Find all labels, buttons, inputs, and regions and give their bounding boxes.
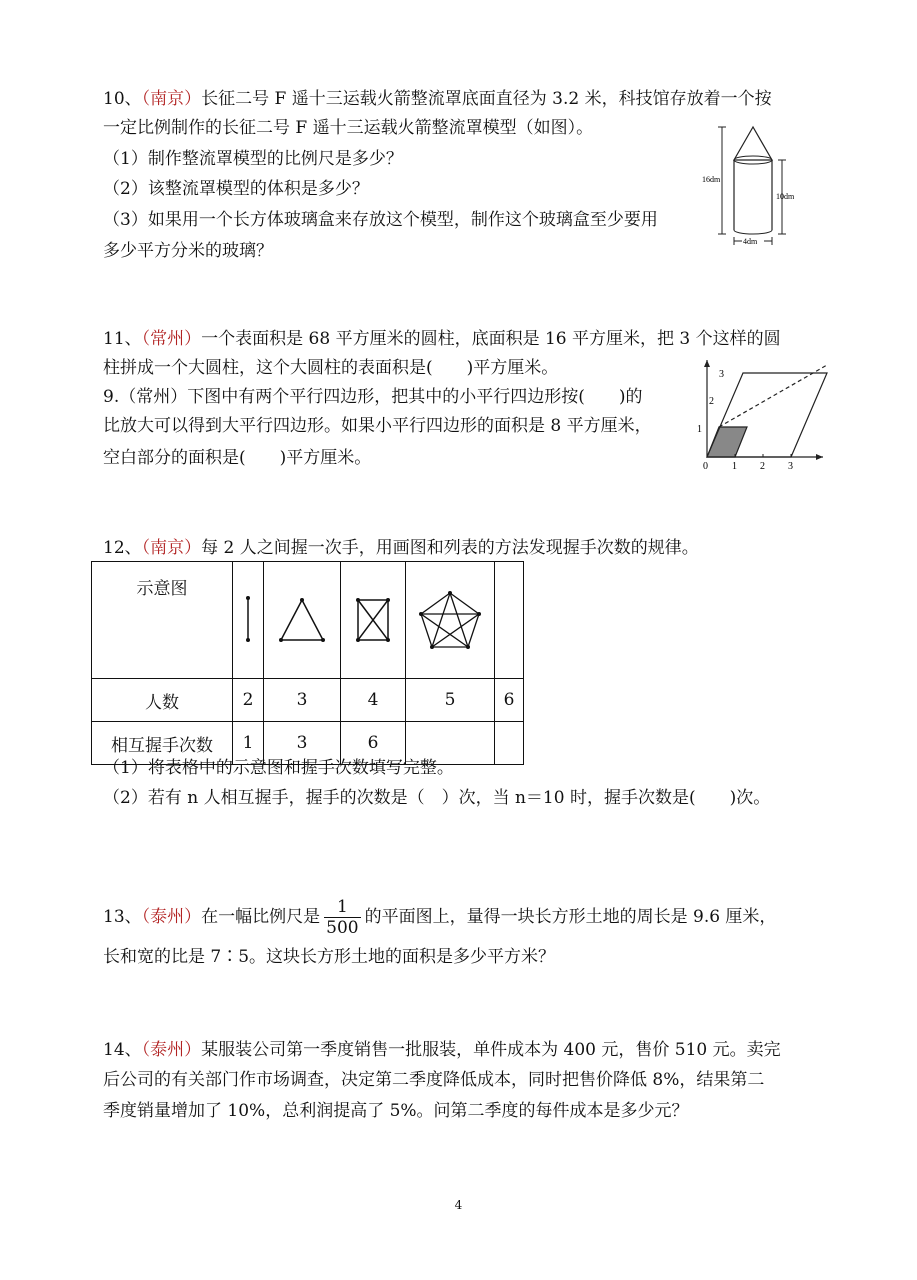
q10-part-3-cont: 多少平方分米的玻璃？ — [103, 241, 273, 261]
q13-fraction-denominator: 500 — [326, 918, 359, 938]
page-number: 4 — [454, 1198, 463, 1212]
q10-line-2: 一定比例制作的长征二号 F 遥十三运载火箭整流罩模型（如图）。 — [103, 118, 594, 138]
q12-line-1 — [103, 537, 699, 559]
q13-source: （泰州） — [141, 907, 202, 927]
people-row — [92, 679, 524, 722]
q9-ytick-1: 1 — [697, 424, 702, 435]
people-cell: 3 — [264, 679, 341, 722]
q13-fraction-numerator: 1 — [324, 897, 360, 918]
people-cell: 4 — [341, 679, 406, 722]
diagram-2-people — [233, 562, 264, 679]
q14-source: （泰州） — [141, 1040, 202, 1060]
handshake-table — [91, 561, 524, 765]
q13-line-1 — [103, 897, 776, 938]
q9-line-3: 空白部分的面积是( )平方厘米。 — [103, 448, 372, 468]
q10-text-1: 长征二号 F 遥十三运载火箭整流罩底面直径为 3.2 米，科技馆存放着一个按 — [201, 89, 772, 109]
people-cell: 5 — [406, 679, 495, 722]
people-cell: 6 — [495, 679, 524, 722]
diagram-5-people — [406, 562, 495, 679]
q11-line-1 — [103, 328, 781, 350]
q14-number: 14、 — [103, 1040, 142, 1060]
handshake-cell: 3 — [264, 722, 341, 765]
q10-number: 10、 — [103, 89, 142, 109]
q13-text-pre: 在一幅比例尺是 — [201, 907, 321, 927]
handshake-row-label: 相互握手次数 — [92, 722, 233, 765]
diagram-3-people — [264, 562, 341, 679]
q9-ytick-2: 2 — [709, 396, 714, 407]
q11-number: 11、 — [103, 329, 142, 349]
q9-line-2: 比放大可以得到大平行四边形。如果小平行四边形的面积是 8 平方厘米， — [103, 416, 652, 436]
q10-part-2: （2）该整流罩模型的体积是多少？ — [103, 179, 369, 199]
q9-line-1: 9.（常州）下图中有两个平行四边形，把其中的小平行四边形按( )的 — [103, 387, 643, 407]
q12-source: （南京） — [141, 538, 202, 558]
people-row-label: 人数 — [92, 679, 233, 722]
q10-part-1: （1）制作整流罩模型的比例尺是多少？ — [103, 149, 403, 169]
diagram-6-people-blank[interactable] — [495, 562, 524, 679]
handshake-cell: 6 — [341, 722, 406, 765]
q12-text-1: 每 2 人之间握一次手，用画图和列表的方法发现握手次数的规律。 — [201, 538, 699, 558]
q11-source: （常州） — [141, 329, 202, 349]
q13-line-2: 长和宽的比是 7∶5。这块长方形土地的面积是多少平方米？ — [103, 947, 556, 967]
q10-cyl-height-label: 10dm — [776, 192, 795, 201]
q14-line-1 — [103, 1039, 781, 1061]
q14-text-1: 某服装公司第一季度销售一批服装，单件成本为 400 元，售价 510 元。卖完 — [201, 1040, 781, 1060]
q12-part-2: （2）若有 n 人相互握手，握手的次数是（ ）次，当 n＝10 时，握手次数是( )次。 — [103, 788, 771, 808]
q9-xtick-1: 1 — [732, 461, 737, 472]
people-cell: 2 — [233, 679, 264, 722]
handshake-cell: 1 — [233, 722, 264, 765]
q11-line-2: 柱拼成一个大圆柱，这个大圆柱的表面积是( )平方厘米。 — [103, 358, 559, 378]
q14-line-2: 后公司的有关部门作市场调查，决定第二季度降低成本，同时把售价降低 8%，结果第二 — [103, 1070, 765, 1090]
q10-figure — [700, 120, 820, 260]
q9-xtick-0: 0 — [703, 461, 708, 472]
diagram-row — [92, 562, 524, 679]
q9-xtick-3: 3 — [788, 461, 793, 472]
q10-height-label: 16dm — [702, 175, 721, 184]
q12-number: 12、 — [103, 538, 142, 558]
q9-figure — [695, 355, 830, 475]
handshake-cell-blank[interactable] — [495, 722, 524, 765]
q12-part-1: （1）将表格中的示意图和握手次数填写完整。 — [103, 758, 454, 778]
q9-xtick-2: 2 — [760, 461, 765, 472]
q10-source: （南京） — [141, 89, 202, 109]
q10-diameter-label: 4dm — [743, 237, 758, 246]
q10-part-3: （3）如果用一个长方体玻璃盒来存放这个模型，制作这个玻璃盒至少要用 — [103, 210, 658, 230]
q13-text-post: 的平面图上，量得一块长方形土地的周长是 9.6 厘米， — [364, 907, 777, 927]
diagram-row-label: 示意图 — [92, 562, 233, 679]
q11-text-1: 一个表面积是 68 平方厘米的圆柱，底面积是 16 平方厘米，把 3 个这样的圆 — [201, 329, 781, 349]
q13-number: 13、 — [103, 907, 142, 927]
q13-fraction — [324, 897, 360, 938]
q10-line-1 — [103, 88, 772, 110]
q14-line-3: 季度销量增加了 10%，总利润提高了 5%。问第二季度的每件成本是多少元？ — [103, 1101, 689, 1121]
q9-ytick-3: 3 — [719, 369, 724, 380]
diagram-4-people — [341, 562, 406, 679]
